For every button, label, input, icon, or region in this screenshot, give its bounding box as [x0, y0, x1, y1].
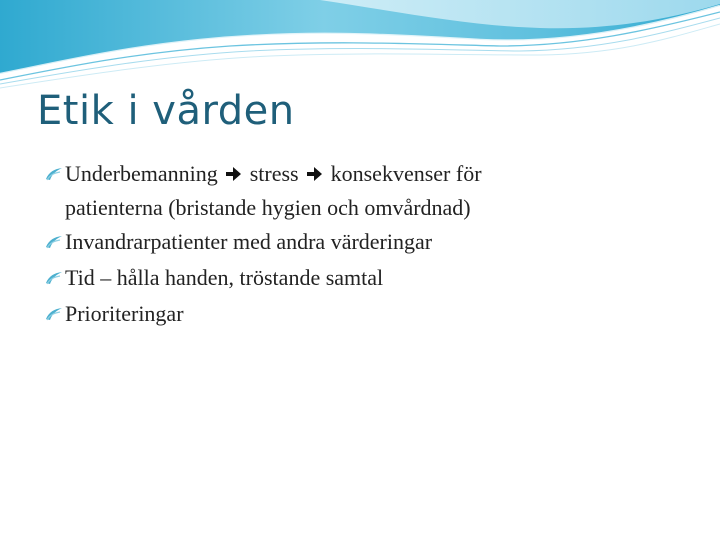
- swoosh-bullet-icon: [44, 270, 64, 286]
- bullet-text-continuation: patienterna (bristande hygien och omvårdnad): [65, 195, 471, 220]
- bullet-text-part-3: konsekvenser för: [325, 161, 482, 186]
- bullet-item-tid: [44, 260, 684, 296]
- bullet-item-underbemanning: [44, 156, 684, 224]
- bullet-item-prioriteringar: [44, 296, 684, 332]
- wave-header-decoration: [0, 0, 720, 95]
- swoosh-bullet-icon: [44, 306, 64, 322]
- slide-title: Etik i vården: [37, 88, 295, 134]
- bullet-list: [44, 156, 684, 332]
- right-arrow-icon: [306, 166, 323, 182]
- bullet-item-invandrarpatienter: [44, 224, 684, 260]
- bullet-text-part-1: Underbemanning: [65, 161, 224, 186]
- bullet-text-part-2: stress: [244, 161, 305, 186]
- right-arrow-icon: [225, 166, 242, 182]
- bullet-text: Prioriteringar: [65, 301, 184, 326]
- bullet-text: Invandrarpatienter med andra värderingar: [65, 229, 433, 254]
- swoosh-bullet-icon: [44, 166, 64, 182]
- bullet-text: Tid – hålla handen, tröstande samtal: [65, 265, 384, 290]
- swoosh-bullet-icon: [44, 234, 64, 250]
